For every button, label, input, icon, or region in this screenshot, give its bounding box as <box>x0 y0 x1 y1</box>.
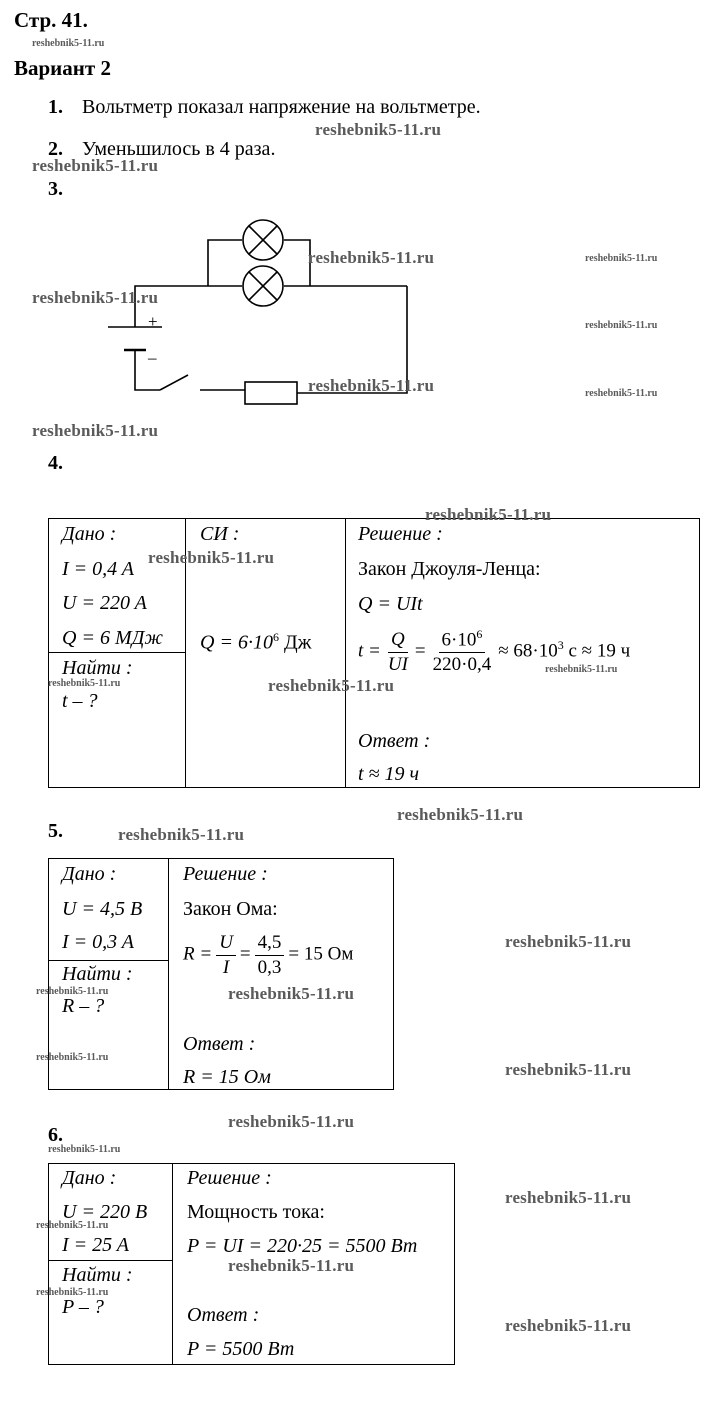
watermark: reshebnik5-11.ru <box>268 676 395 695</box>
question-5 <box>48 820 82 843</box>
q6-answer-title: Ответ : <box>187 1304 260 1326</box>
watermark: reshebnik5-11.ru <box>32 288 159 307</box>
watermark: reshebnik5-11.ru <box>48 678 121 689</box>
watermark: reshebnik5-11.ru <box>545 664 618 675</box>
question-4 <box>48 452 82 475</box>
q5-frac1-den: I <box>222 956 230 978</box>
watermark: reshebnik5-11.ru <box>585 253 658 264</box>
page-number: Стр. 41. <box>14 8 88 32</box>
q5-divider-h <box>48 960 168 961</box>
battery-plus-label: + <box>148 312 158 331</box>
watermark: reshebnik5-11.ru <box>228 1112 355 1131</box>
watermark: reshebnik5-11.ru <box>48 1144 121 1155</box>
q4-frac1-num: Q <box>388 629 408 653</box>
q4-given-voltage: U = 220 A <box>62 592 147 614</box>
q4-answer: t ≈ 19 ч <box>358 763 420 785</box>
q4-answer-title: Ответ : <box>358 730 431 752</box>
watermark: reshebnik5-11.ru <box>228 1256 355 1275</box>
watermark: reshebnik5-11.ru <box>308 376 435 395</box>
watermark: reshebnik5-11.ru <box>397 805 524 824</box>
q6-find-title: Найти : <box>62 1264 133 1286</box>
q4-law: Закон Джоуля-Ленца: <box>358 558 541 580</box>
watermark: reshebnik5-11.ru <box>315 120 442 139</box>
question-3 <box>48 178 82 201</box>
q4-si-value <box>200 630 311 655</box>
watermark: reshebnik5-11.ru <box>32 38 105 49</box>
watermark: reshebnik5-11.ru <box>32 421 159 440</box>
q6-divider-h <box>48 1260 172 1261</box>
question-1-number: 1. <box>48 96 63 118</box>
watermark: reshebnik5-11.ru <box>36 1287 109 1298</box>
q6-law: Мощность тока: <box>187 1201 325 1223</box>
watermark: reshebnik5-11.ru <box>36 1052 109 1063</box>
q4-si-exp: 6 <box>272 630 279 644</box>
q5-eq: = <box>239 943 251 965</box>
q5-find-title: Найти : <box>62 963 133 985</box>
question-1 <box>48 96 481 119</box>
q4-fraction-1 <box>385 629 411 676</box>
q4-find: t – ? <box>62 690 98 712</box>
question-4-number: 4. <box>48 452 63 474</box>
watermark: reshebnik5-11.ru <box>228 984 355 1003</box>
q6-given-voltage: U = 220 В <box>62 1201 148 1223</box>
q5-fraction-1 <box>216 932 236 979</box>
q5-given-title: Дано : <box>62 863 117 885</box>
q5-given-voltage: U = 4,5 В <box>62 898 143 920</box>
q6-find: P – ? <box>62 1296 104 1318</box>
q4-frac1-den: UI <box>387 653 408 675</box>
q4-fraction-2 <box>430 628 495 676</box>
q5-find: R – ? <box>62 995 105 1017</box>
q5-frac1-num: U <box>216 932 236 956</box>
question-5-number: 5. <box>48 820 63 842</box>
q4-given-heat: Q = 6 МДж <box>62 627 163 649</box>
q5-answer-title: Ответ : <box>183 1033 256 1055</box>
q6-given-current: I = 25 A <box>62 1234 130 1256</box>
q6-given-title: Дано : <box>62 1167 117 1189</box>
watermark: reshebnik5-11.ru <box>36 1220 109 1231</box>
q4-divider-h <box>48 652 185 653</box>
q5-fraction-2 <box>255 932 285 979</box>
q6-divider-1 <box>172 1163 173 1365</box>
watermark: reshebnik5-11.ru <box>32 156 159 175</box>
q4-si-lhs: Q = 6·10 <box>200 631 273 654</box>
q6-formula: P = UI = 220·25 = 5500 Вт <box>187 1235 418 1257</box>
q4-frac2-num-base: 6·10 <box>441 629 477 651</box>
question-6-number: 6. <box>48 1124 63 1146</box>
watermark: reshebnik5-11.ru <box>505 1188 632 1207</box>
q6-solution-title: Решение : <box>187 1167 272 1189</box>
watermark: reshebnik5-11.ru <box>118 825 245 844</box>
watermark: reshebnik5-11.ru <box>308 248 435 267</box>
watermark: reshebnik5-11.ru <box>36 986 109 997</box>
q5-divider-1 <box>168 858 169 1090</box>
q4-given-title: Дано : <box>62 523 117 545</box>
q5-frac2-den: 0,3 <box>257 956 282 978</box>
variant-title: Вариант 2 <box>14 56 111 80</box>
q5-frac2-num: 4,5 <box>255 932 285 956</box>
q4-solution-title: Решение : <box>358 523 443 545</box>
q4-given-current: I = 0,4 A <box>62 558 135 580</box>
switch-icon <box>160 375 188 390</box>
q4-approx-exp: 3 <box>557 638 564 653</box>
question-1-answer: Вольтметр показал напряжение на вольтметре. <box>82 96 481 118</box>
watermark: reshebnik5-11.ru <box>505 1316 632 1335</box>
q6-answer: P = 5500 Вт <box>187 1338 295 1360</box>
q4-frac2-den: 220·0,4 <box>432 654 492 676</box>
q4-si-unit: Дж <box>283 631 312 654</box>
question-3-number: 3. <box>48 178 63 200</box>
watermark: reshebnik5-11.ru <box>148 548 275 567</box>
q5-answer: R = 15 Ом <box>183 1066 271 1088</box>
question-2-number: 2. <box>48 138 63 160</box>
q4-eq: = <box>414 640 426 662</box>
q4-formula: Q = UIt <box>358 593 423 615</box>
watermark: reshebnik5-11.ru <box>585 320 658 331</box>
watermark: reshebnik5-11.ru <box>585 388 658 399</box>
q5-result: = 15 Ом <box>288 943 354 965</box>
watermark: reshebnik5-11.ru <box>505 932 632 951</box>
q4-t-lhs: t = <box>358 640 381 662</box>
resistor-icon <box>245 382 297 404</box>
watermark: reshebnik5-11.ru <box>425 505 552 524</box>
q4-frac2-num-exp: 6 <box>476 627 483 641</box>
q4-divider-2 <box>345 518 346 788</box>
q5-calculation <box>183 932 353 979</box>
battery-minus-label: – <box>148 348 157 367</box>
q5-r-lhs: R = <box>183 943 213 965</box>
q4-find-title: Найти : <box>62 657 133 679</box>
q5-law: Закон Ома: <box>183 898 278 920</box>
q4-si-title: СИ : <box>200 523 240 545</box>
q4-approx-tail: с ≈ 19 ч <box>568 640 631 662</box>
q5-given-current: I = 0,3 A <box>62 931 135 953</box>
watermark: reshebnik5-11.ru <box>505 1060 632 1079</box>
q4-approx-base: ≈ 68·10 <box>498 640 558 662</box>
q5-solution-title: Решение : <box>183 863 268 885</box>
q4-frac2-num <box>439 628 486 653</box>
question-2-answer: Уменьшилось в 4 раза. <box>82 138 276 160</box>
